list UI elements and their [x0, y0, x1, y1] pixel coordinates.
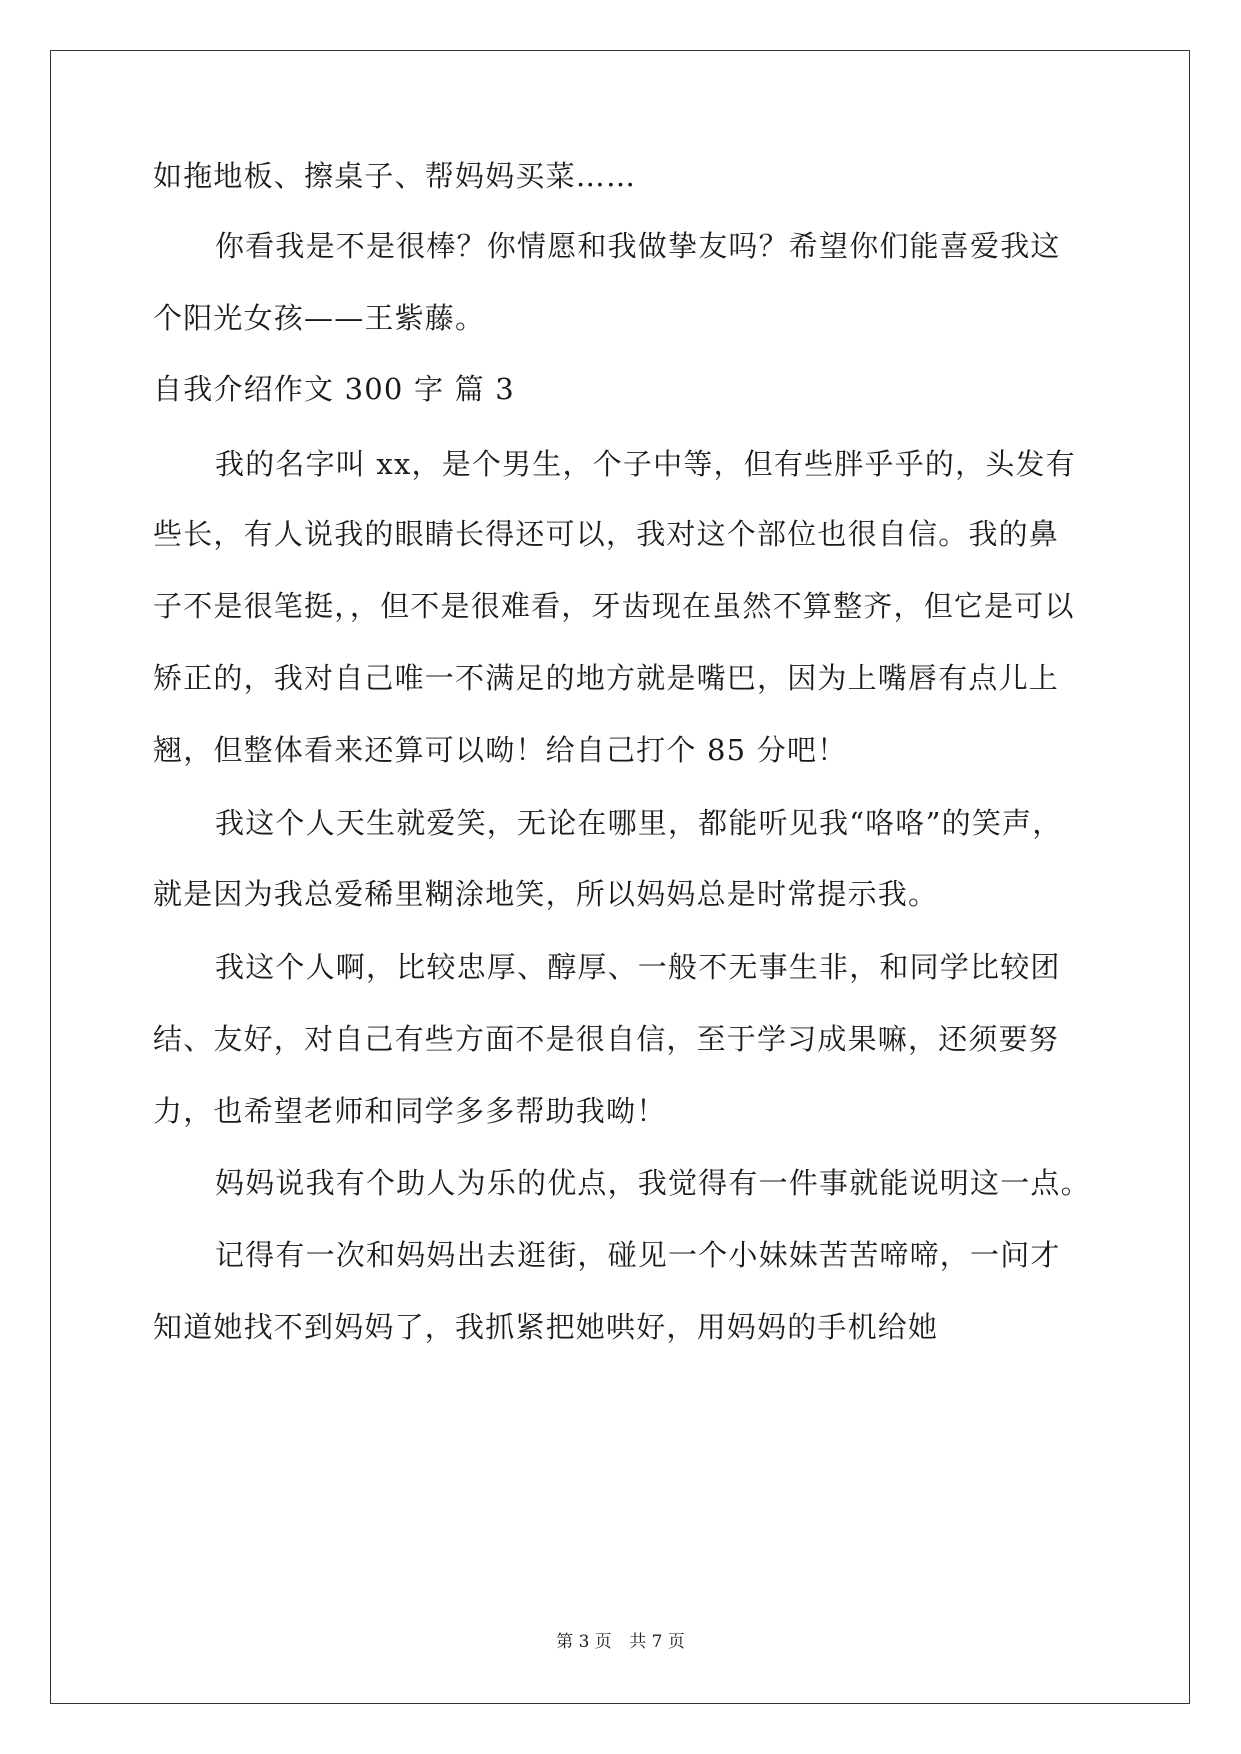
- page-footer: [0, 1632, 1241, 1652]
- text-line-13: 结、友好，对自己有些方面不是很自信，至于学习成果嘛，还须要努: [153, 1022, 1060, 1056]
- text-line-10: 我这个人天生就爱笑，无论在哪里，都能听见我“咯咯”的笑声，: [215, 806, 1063, 840]
- page-number: 第 3 页: [556, 1632, 612, 1652]
- text-line-15: 妈妈说我有个助人为乐的优点，我觉得有一件事就能说明这一点。: [215, 1166, 1091, 1200]
- text-line-8: 矫正的，我对自己唯一不满足的地方就是嘴巴，因为上嘴唇有点儿上: [153, 661, 1060, 695]
- text-line-9: 翘，但整体看来还算可以呦！给自己打个 85 分吧！: [153, 733, 848, 767]
- text-line-11: 就是因为我总爱稀里糊涂地笑，所以妈妈总是时常提示我。: [153, 877, 939, 911]
- text-line-5: 我的名字叫 xx，是个男生，个子中等，但有些胖乎乎的，头发有: [215, 447, 1076, 481]
- page-total: 共 7 页: [629, 1632, 685, 1652]
- text-line-14: 力，也希望老师和同学多多帮助我呦！: [153, 1094, 667, 1128]
- text-line-3: 个阳光女孩——王紫藤。: [153, 301, 486, 335]
- section-heading: 自我介绍作文 300 字 篇 3: [153, 372, 515, 406]
- text-line-16: 记得有一次和妈妈出去逛街，碰见一个小妹妹苦苦啼啼，一问才: [215, 1238, 1061, 1272]
- text-line-6: 些长，有人说我的眼睛长得还可以，我对这个部位也很自信。我的鼻: [153, 517, 1060, 551]
- text-line-17: 知道她找不到妈妈了，我抓紧把她哄好，用妈妈的手机给她: [153, 1310, 939, 1344]
- text-line-12: 我这个人啊，比较忠厚、醇厚、一般不无事生非，和同学比较团: [215, 950, 1061, 984]
- text-line-2: 你看我是不是很棒？你情愿和我做挚友吗？希望你们能喜爱我这: [215, 229, 1061, 263]
- text-line-7: 子不是很笔挺，，但不是很难看，牙齿现在虽然不算整齐，但它是可以: [153, 589, 1075, 623]
- text-line-1: 如拖地板、擦桌子、帮妈妈买菜……: [153, 159, 637, 193]
